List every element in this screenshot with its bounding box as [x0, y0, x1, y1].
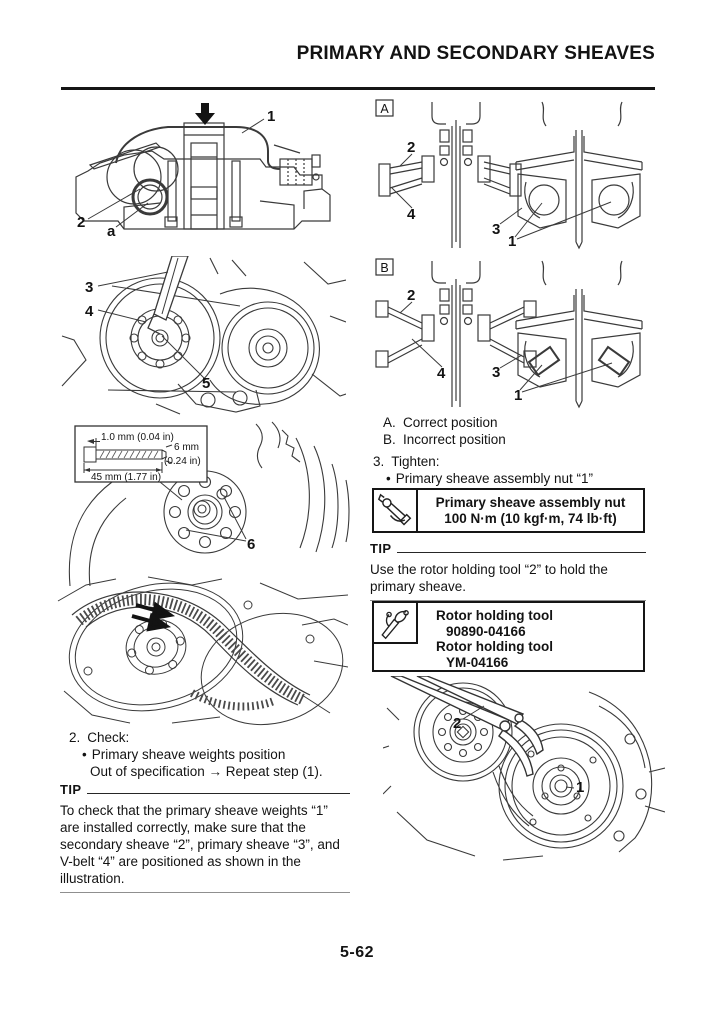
callout-1: 1	[576, 779, 585, 796]
primary-sheave-section	[516, 261, 642, 407]
tool-number-2: YM-04166	[446, 654, 509, 670]
step-3-action: Tighten:	[391, 454, 440, 469]
vbelt-line-art	[56, 575, 348, 726]
tool-name-2: Rotor holding tool	[436, 639, 553, 654]
callout-4: 4	[85, 303, 94, 320]
header-rule	[61, 87, 655, 90]
label-a: A	[380, 102, 389, 116]
callout-3: 3	[492, 221, 501, 238]
bullet: •	[82, 747, 87, 762]
belt-band	[72, 592, 310, 707]
step-3-item: • Primary sheave assembly nut “1”	[386, 471, 594, 486]
torque-spec-text	[418, 490, 643, 531]
insert-direction-arrow	[195, 103, 215, 125]
cover-line-art	[76, 123, 330, 229]
tip-rule	[397, 552, 646, 553]
bullet: •	[386, 471, 391, 486]
tip-label: TIP	[60, 782, 82, 797]
dim-thread: 6 mm	[174, 442, 199, 453]
torque-wrench-icon	[374, 490, 418, 531]
primary-sheave-section	[516, 102, 642, 248]
dimension-box	[75, 426, 207, 500]
figure-bolt-dimensions	[60, 420, 350, 586]
step-3	[373, 453, 651, 487]
callout-4: 4	[437, 365, 446, 382]
legend-b: B. Incorrect position	[383, 432, 506, 447]
tool-spec-box	[372, 601, 645, 672]
rotor-holding-tool	[391, 676, 543, 776]
position-legend	[383, 414, 506, 448]
callout-2: 2	[453, 715, 462, 732]
callout-a: a	[107, 223, 116, 240]
page-number: 5-62	[339, 944, 375, 961]
step-2-number: 2.	[69, 730, 81, 745]
tip-check-header	[60, 782, 350, 797]
tool-spec-lines	[436, 603, 643, 670]
step-2-item: • Primary sheave weights position	[82, 747, 286, 762]
figure-position-a	[370, 96, 656, 252]
step-3-number: 3.	[373, 454, 385, 469]
callout-4: 4	[407, 206, 416, 223]
figure-cover-top-view	[60, 99, 346, 251]
callout-3: 3	[492, 364, 501, 381]
torque-spec-name: Primary sheave assembly nut	[435, 494, 626, 510]
tip-check	[60, 782, 350, 893]
tip-tool	[370, 541, 646, 601]
callout-6: 6	[247, 536, 256, 553]
insert-tool	[148, 256, 188, 334]
callout-1: 1	[267, 108, 276, 125]
dim-length: 45 mm (1.77 in)	[91, 472, 162, 483]
callout-5: 5	[202, 375, 211, 392]
label-b: B	[380, 261, 389, 275]
callout-1: 1	[508, 233, 517, 250]
legend-a: A. Correct position	[383, 415, 498, 430]
step-2	[69, 729, 344, 780]
leader-lines	[98, 272, 206, 380]
step-2-heading	[69, 729, 344, 746]
tip-rule	[87, 793, 350, 794]
callout-3: 3	[85, 279, 94, 296]
leader-lines	[392, 154, 611, 239]
tool-number-1: 90890-04166	[446, 623, 526, 639]
callout-1: 1	[514, 387, 523, 404]
figure-vbelt	[52, 575, 348, 726]
callout-2: 2	[77, 214, 86, 231]
callout-2: 2	[407, 139, 416, 156]
tip-label: TIP	[370, 541, 392, 556]
tool-name-1: Rotor holding tool	[436, 608, 553, 623]
tip-check-text: To check that the primary sheave weights “1” are installed correctly, make sure that the secondary sheave “2”, primary sheave “3”, and V-belt “4” are positioned as shown in the illustration.	[60, 803, 340, 886]
dim-offset: 1.0 mm (0.04 in)	[101, 432, 174, 443]
tip-tool-header	[370, 541, 646, 556]
step-3-heading	[373, 453, 651, 470]
torque-spec-value: 100 N·m (10 kgf·m, 74 lb·ft)	[444, 510, 617, 526]
step-2-result: Out of specification → Repeat step (1).	[90, 764, 323, 779]
figure-position-b	[370, 255, 656, 412]
tip-tool-text: Use the rotor holding tool “2” to hold the primary sheave.	[370, 562, 608, 594]
tip-close-rule	[60, 892, 350, 893]
dim-thread-in: (0.24 in)	[164, 456, 201, 467]
figure-sheaves-tool	[60, 256, 346, 416]
page-title: PRIMARY AND SECONDARY SHEAVES	[296, 43, 655, 64]
callout-2: 2	[407, 287, 416, 304]
figure-rotor-holding-tool	[383, 676, 665, 864]
case-line-art	[383, 683, 665, 860]
special-tool-icon	[374, 603, 418, 644]
torque-spec-box	[372, 488, 645, 533]
secondary-sheave-section	[376, 261, 536, 407]
step-2-action: Check:	[87, 730, 130, 745]
